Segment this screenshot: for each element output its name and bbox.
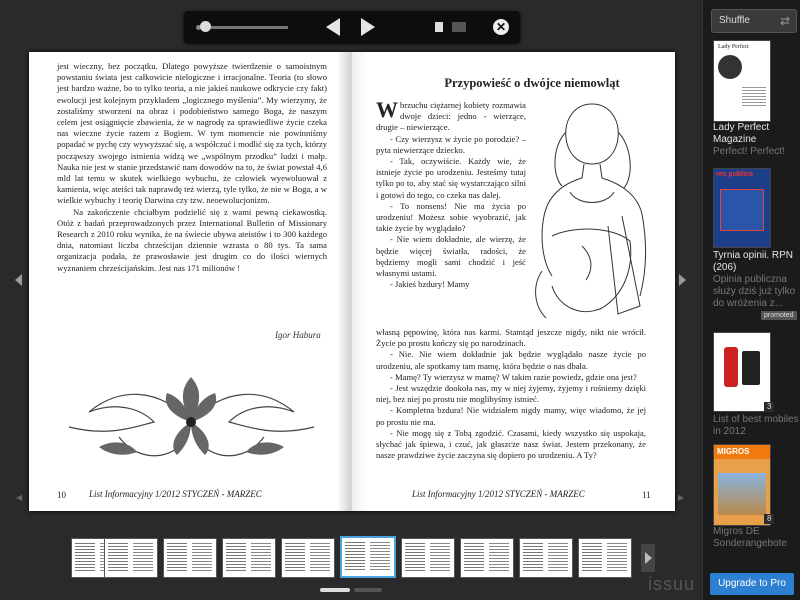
item-cover[interactable] [713,332,771,412]
item-cover[interactable]: res publica [713,168,771,248]
page-thumbnail[interactable] [104,538,158,578]
book-spread [29,52,675,511]
story-paragraph: - Nie. Nie wiem dokładnie jak będzie wyglądało nasze życie po urodzeniu, ale spotkamy tam mamę, która będzie o nas dbała. [376,349,646,371]
shuffle-icon: ⇄ [779,14,790,28]
page-thumbnail[interactable] [460,538,514,578]
right-page [352,52,675,511]
floral-ornament [59,367,324,477]
page-thumbnail-strip [0,530,702,582]
left-page [29,52,352,511]
story-paragraph: - Nie wiem dokładnie, ale wierzę, że będzie więcej światła, radości, że będziemy mogli sami chodzić i jeść własnymi ustami. [376,234,526,279]
next-spread-arrow-icon[interactable] [679,274,686,286]
item-subtitle: Opinia publiczna służy dziś już tylko do wróżenia z... [713,274,796,309]
issuu-logo: issuu [648,574,696,594]
recommendations-sidebar [702,0,800,600]
left-paragraph: jest wieczny, bez początku. Dlatego powyższe twierdzenie o samoistnym powstaniu świata jest całkowicie nielogiczne i irracjonalne. Teoria (to słowo jest bardzo ważne, bo to tylko teoria, a nie jakieś naukowe odkrycie czy fakt) ewolucji jest kolejnym przykładem „logicznego myślenia”. My wierzymy, że zostaliśmy stworzeni na obraz i podobieństwo samego Boga, że naszym celem jest osiągnięcie zbawienia, że w nagrodę za sprawiedliwe życie czeka nas wieczne życie razem z Bogiem. W tym momencie nie powinniśmy popadać w pychę czy wywyższać się, a współczuć i modlić się za tych, którzy począwszy swojego istnienia widzą we „wspólnym przodku” ludzi i małp. Nauka nie jest w stanie przedstawić nam dowodów na to, że świat powstał 4,6 mld lat temu w skutek wielkiego wybuchu, że człowiek wyewoluował z kamienia, więc ateiści tak naprawdę też wierzą, tyle tylko, że nie w Boga, a w wielkie wybuchy i teorię Darwina czy tzw. neoewolucjonizm. [57,61,327,206]
item-title[interactable]: Lady Perfect Magazine [713,122,770,145]
page-footer: List Informacyjny 1/2012 STYCZEŃ - MARZEC [412,489,585,499]
drop-cap: W [376,97,398,122]
item-subtitle: Perfect! Perfect! [713,146,785,157]
shuffle-button[interactable] [711,9,797,33]
page-number: 11 [642,490,651,500]
single-page-view-icon[interactable] [435,22,443,32]
upgrade-to-pro-button[interactable]: Upgrade to Pro [710,573,794,595]
page-count-badge: 3 [764,402,774,412]
page-footer: List Informacyjny 1/2012 STYCZEŃ - MARZEC [89,489,262,499]
shuffle-label: Shuffle [719,15,750,26]
story-paragraph: - Nie mogę się z Tobą zgodzić. Czasami, kiedy wszystko się uspokaja, słychać jak śpiewa, i czuć, jak głaszcze nasz świat. Jestem przekonany, że nasze prawdziwe życie zaczyna się dopiero po urodzeniu. A Ty? [376,427,646,461]
item-cover[interactable]: Lady Perfect [713,40,771,122]
item-title[interactable]: Tyrnia opinii. RPN (206) [713,250,794,273]
left-page-text [57,61,327,274]
double-page-view-icon[interactable] [452,22,466,32]
promoted-badge: promoted [761,311,797,320]
next-page-button[interactable] [361,18,375,36]
strip-page-indicator[interactable] [354,588,382,592]
page-thumbnail[interactable] [222,538,276,578]
item-title[interactable]: List of best mobiles in 2012 [713,414,799,437]
page-thumbnail[interactable] [401,538,455,578]
story-paragraph: - Czy wierzysz w życie po porodzie? – pyta niewierzące dziecko. [376,133,526,155]
story-paragraph: - Jakieś bzdury! Mamy [390,279,470,290]
item-cover[interactable]: MIGROS [713,444,771,526]
thumbnail-next-button[interactable] [641,544,655,572]
page-thumbnail[interactable] [578,538,632,578]
story-column-text [376,97,526,290]
zoom-slider-handle[interactable] [200,21,211,32]
zoom-slider[interactable] [206,26,288,29]
page-number: 10 [57,490,66,500]
story-paragraph: własną pępowinę, która nas karmi. Stamtąd jeszcze nigdy, nikt nie wrócił. Życie po prostu kończy się po narodzinach. [376,327,646,349]
story-paragraph: - Mamę? Ty wierzysz w mamę? W takim razie powiedz, gdzie ona jest? [390,371,637,382]
story-title: Przypowieść o dwójce niemowląt [444,76,620,90]
previous-spread-arrow-icon[interactable] [15,274,22,286]
story-paragraph: - Jest wszędzie dookoła nas, my w niej żyjemy, żyjemy i rośniemy dzięki niej, bez niej po prostu nie moglibyśmy istnieć. [376,383,646,405]
first-page-icon[interactable]: ◀ [16,493,23,502]
article-signature: Igor Habura [275,330,321,340]
page-thumbnail[interactable] [281,538,335,578]
story-paragraph: - Kompletna bzdura! Nie widziałem nigdy mamy, więc wiadomo, że jej po prostu nie ma. [376,405,646,427]
page-thumbnail-current[interactable] [340,536,396,578]
previous-page-button[interactable] [326,18,340,36]
story-paragraph: - Tak, oczywiście. Każdy wie, że istnieje życie po urodzeniu. Jesteśmy tutaj tylko po to, aby stać się wystarczająco silni i gotowi do tego, co czeka nas dalej. [376,156,526,200]
story-paragraph: - To nonsens! Nie ma życia po urodzeniu! Możesz sobie wyobrazić, jak takie życie by wyglądało? [376,200,526,234]
story-full-text [376,327,646,461]
strip-page-indicator-active[interactable] [320,588,350,592]
pregnant-woman-illustration [522,96,662,326]
close-icon[interactable]: ✕ [493,19,509,35]
page-count-badge: 8 [764,514,774,524]
left-paragraph: Na zakończenie chciałbym podzielić się z wami pewną ciekawostką. Otóż z badań przeprowadzonych przez International Bulletin of Missionary Research z 2010 roku wynika, że na świecie ubywa ateistów i to 300 każdego dnia, natomiast liczba chrześcijan dziennie wzrasta o 80 tys. Ta sama organizacja podała, że prawosławie jest drugim co do ilości wiernych wyznaniem chrześcijańskim. Jest nas 171 milionów ! [57,206,327,273]
page-thumbnail[interactable] [519,538,573,578]
item-title[interactable]: Migros DE Sonderangebote [713,526,787,549]
viewer-toolbar [184,11,520,43]
last-page-icon[interactable]: ▶ [678,493,685,502]
page-thumbnail[interactable] [163,538,217,578]
story-paragraph: brzuchu ciężarnej kobiety rozmawia dwoje dzieci: jedno - wierzące, drugie – niewierzące. [376,100,526,133]
